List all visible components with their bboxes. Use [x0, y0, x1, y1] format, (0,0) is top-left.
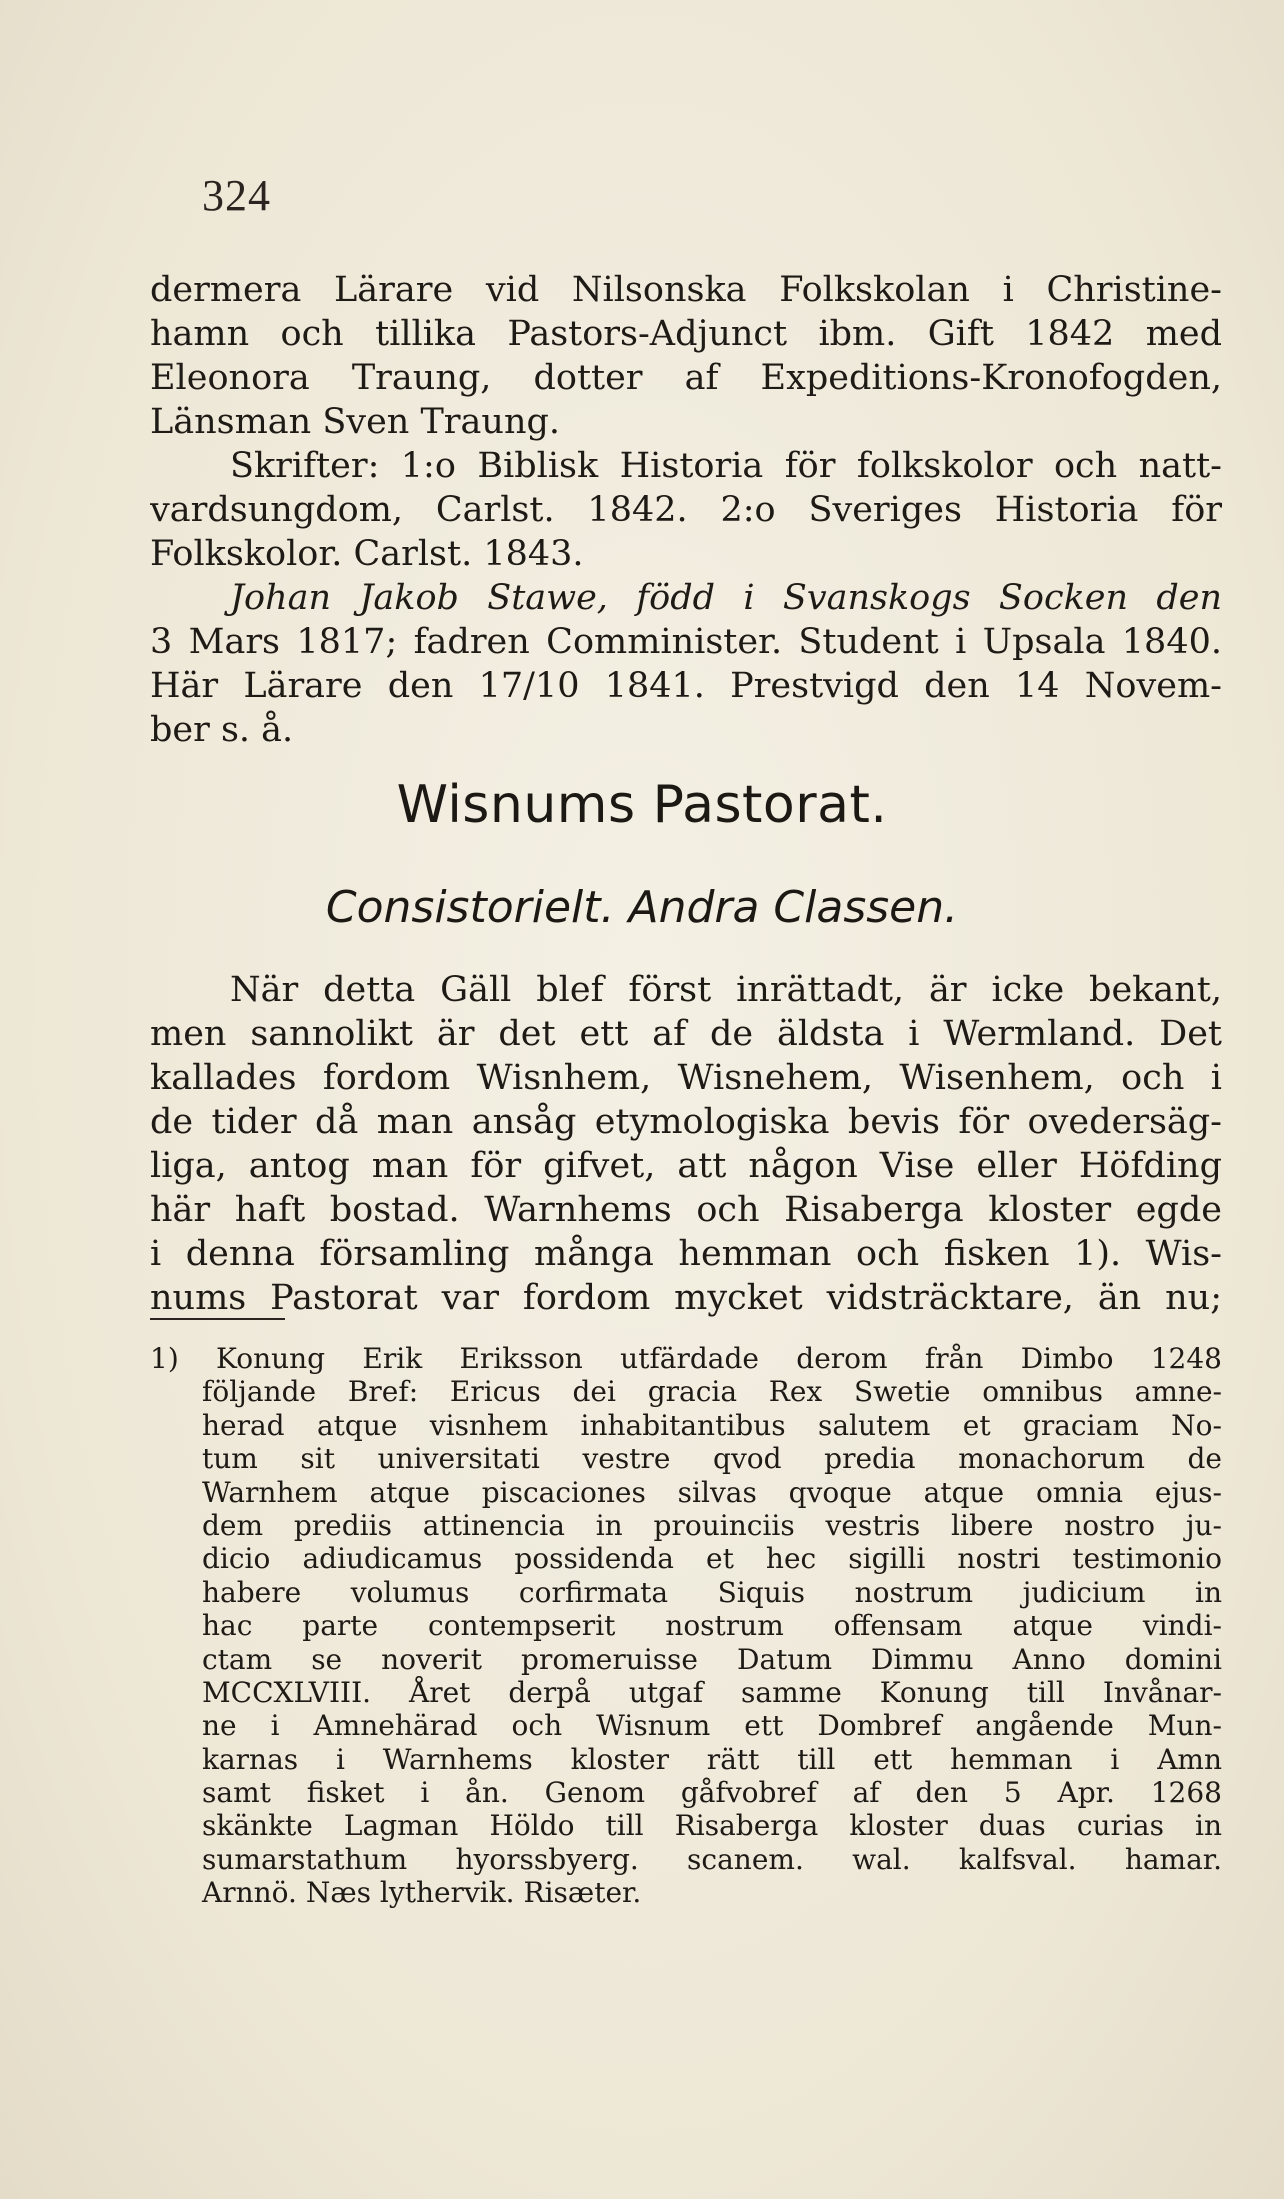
- paragraph-line: i denna församling många hemman och fisken 1). Wis-: [150, 1234, 1222, 1274]
- biography-entry: [150, 268, 1222, 752]
- paragraph-line: nums Pastorat var fordom mycket vidsträcktare, än nu;: [150, 1278, 1222, 1318]
- entry-line: Länsman Sven Traung.: [150, 402, 561, 442]
- footnote-line: skänkte Lagman Höldo till Risaberga kloster duas curias in: [202, 1809, 1222, 1843]
- entry-line: Folkskolor. Carlst. 1843.: [150, 534, 584, 574]
- footnote-line: Arnnö. Næs lythervik. Risæter.: [202, 1876, 642, 1910]
- entry-line: Skrifter: 1:o Biblisk Historia för folkskolor och natt-: [230, 446, 1222, 486]
- entry-line: hamn och tillika Pastors-Adjunct ibm. Gift 1842 med: [150, 314, 1222, 354]
- section-heading: Wisnums Pastorat.: [396, 775, 888, 835]
- footnote-line: ne i Amnehärad och Wisnum ett Dombref angående Mun-: [202, 1709, 1222, 1743]
- footnote-line: sumarstathum hyorssbyerg. scanem. wal. kalfsval. hamar.: [202, 1842, 1222, 1876]
- entry-line: vardsungdom, Carlst. 1842. 2:o Sveriges Historia för: [150, 490, 1222, 530]
- footnote-line: habere volumus corfirmata Siquis nostrum judicium in: [202, 1575, 1222, 1609]
- footnote-line: karnas i Warnhems kloster rätt till ett hemman i Amn: [202, 1742, 1222, 1776]
- footnote: [150, 1342, 1222, 1910]
- paragraph-line: här haft bostad. Warnhems och Risaberga kloster egde: [150, 1190, 1222, 1230]
- pastorat-paragraph: [150, 968, 1222, 1320]
- footnote-line: hac parte contempserit nostrum offensam atque vindi-: [202, 1609, 1222, 1643]
- footnote-line: samt fisket i ån. Genom gåfvobref af den 5 Apr. 1268: [202, 1776, 1222, 1810]
- paragraph-line: liga, antog man för gifvet, att någon Vise eller Höfding: [150, 1146, 1222, 1186]
- entry-line: Johan Jakob Stawe, född i Svanskogs Socken den: [230, 578, 1222, 618]
- entry-line: ber s. å.: [150, 710, 294, 750]
- footnote-line: Warnhem atque piscaciones silvas qvoque atque omnia ejus-: [202, 1475, 1222, 1509]
- footnote-line: ctam se noverit promeruisse Datum Dimmu Anno domini: [202, 1642, 1222, 1676]
- section-subheading: Consistorielt. Andra Classen.: [325, 882, 959, 933]
- entry-line: 3 Mars 1817; fadren Comminister. Student i Upsala 1840.: [150, 622, 1222, 662]
- footnote-line: följande Bref: Ericus dei gracia Rex Swetie omnibus amne-: [202, 1375, 1222, 1409]
- paragraph-line: När detta Gäll blef först inrättadt, är icke bekant,: [230, 970, 1222, 1010]
- footnote-line: 1) Konung Erik Eriksson utfärdade derom från Dimbo 1248: [150, 1342, 1222, 1375]
- entry-line: dermera Lärare vid Nilsonska Folkskolan i Christine-: [150, 270, 1222, 310]
- footnote-line: MCCXLVIII. Året derpå utgaf samme Konung till Invånar-: [202, 1675, 1222, 1709]
- footnote-line: dem prediis attinencia in prouinciis vestris libere nostro ju-: [202, 1508, 1222, 1542]
- footnote-line: dicio adiudicamus possidenda et hec sigilli nostri testimonio: [202, 1542, 1222, 1576]
- paragraph-line: kallades fordom Wisnhem, Wisnehem, Wisenhem, och i: [150, 1058, 1222, 1098]
- entry-line: Eleonora Traung, dotter af Expeditions-Kronofogden,: [150, 358, 1222, 398]
- paragraph-line: de tider då man ansåg etymologiska bevis för ovedersäg-: [150, 1102, 1222, 1142]
- footnote-line: tum sit universitati vestre qvod predia monachorum de: [202, 1442, 1222, 1476]
- footnote-divider: [150, 1318, 285, 1320]
- entry-line: Här Lärare den 17/10 1841. Prestvigd den 14 Novem-: [150, 666, 1222, 706]
- paragraph-line: men sannolikt är det ett af de äldsta i Wermland. Det: [150, 1014, 1222, 1054]
- footnote-line: herad atque visnhem inhabitantibus salutem et graciam No-: [202, 1408, 1222, 1442]
- page-number: 324: [202, 171, 271, 220]
